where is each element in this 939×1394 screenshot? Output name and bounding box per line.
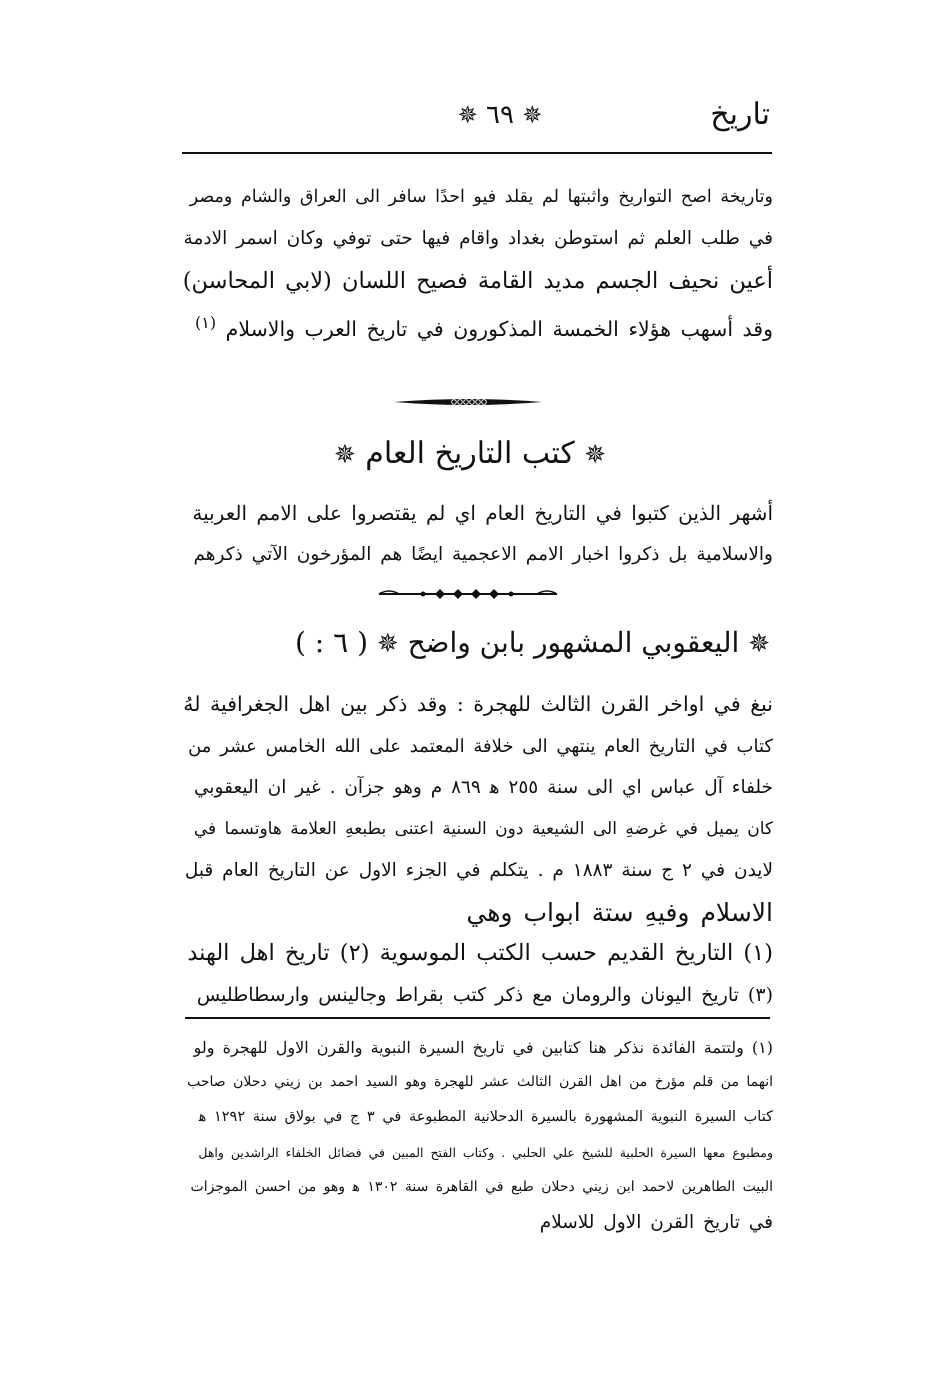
- footnote-line: في تاريخ القرن الاول للاسلام: [539, 1212, 773, 1233]
- footnote: [183, 1030, 773, 1240]
- text-line: أشهر الذين كتبوا في التاريخ العام اي لم يقتصروا على الامم العربية: [192, 501, 773, 525]
- ornament-star-icon: ✵: [457, 101, 478, 129]
- ornamental-divider-icon: [392, 396, 544, 408]
- footnote-line: ومطبوع معها السيرة الحلبية للشيخ علي الحلبي . وكتاب الفتح المبين في فضائل الخلفاء الراشدين واهل: [198, 1145, 773, 1160]
- section-heading-general-history: [300, 432, 640, 477]
- section-heading-yaqubi: [294, 620, 770, 667]
- page-number: ٦٩: [486, 100, 514, 130]
- ornament-star-icon: ✵: [376, 629, 399, 659]
- text-line: الاسلام وفيهِ ستة ابواب وهي: [466, 897, 773, 927]
- header-rule: [182, 152, 772, 154]
- footnote-line: البيت الطاهرين لاحمد ابن زيني دحلان طبع في القاهرة سنة ١٣٠٢ ﻫ وهو من احسن الموجزات: [190, 1179, 773, 1195]
- paragraph-intro: [183, 176, 773, 350]
- footnote-line: انهما من قلم مؤرخ من اهل القرن الثالث عشر للهجرة وهو السيد احمد بن زيني دحلان صاحب: [187, 1074, 773, 1090]
- text-line: أعين نحيف الجسم مديد القامة فصيح اللسان (لابي المحاسن): [182, 268, 773, 294]
- ornament-star-icon: ✵: [522, 101, 543, 129]
- text-line: كتاب في التاريخ العام ينتهي الى خلافة المعتمد على الله الخامس عشر من: [188, 735, 773, 757]
- text-line: نبغ في اواخر القرن الثالث للهجرة : وقد ذكر بين اهل الجغرافية لهُ: [183, 692, 773, 716]
- section-number: ( ٦ : ): [294, 626, 368, 659]
- footnote-line: (١) ولتتمة الفائدة نذكر هنا كتابين في تاريخ السيرة النبوية والقرن الاول للهجرة ولو: [193, 1038, 773, 1057]
- page-number-block: [440, 92, 560, 138]
- ornamental-flourish-icon: [375, 586, 561, 602]
- list-item: (١) التاريخ القديم حسب الكتب الموسوية (٢) تاريخ اهل الهند: [187, 940, 773, 966]
- ornament-star-icon: ✵: [333, 440, 356, 470]
- text-line: كان يميل في غرضهِ الى الشيعية دون السنية اعتنى بطبعهِ العلامة هاوتسما في: [193, 818, 773, 839]
- footnote-line: كتاب السيرة النبوية المشهورة بالسيرة الدحلانية المطبوعة في ٣ ج في بولاق سنة ١٢٩٢ ﻫ: [198, 1109, 773, 1125]
- footnote-ref: (١): [195, 313, 217, 332]
- text-line-with-note: [183, 302, 773, 350]
- ornament-star-icon: ✵: [584, 440, 607, 470]
- text-line: وقد أسهب هؤلاء الخمسة المذكورون في تاريخ العرب والاسلام: [225, 316, 773, 341]
- list-item: (٣) تاريخ اليونان والرومان مع ذكر كتب بقراط وجالينس وارسطاطليس: [196, 983, 773, 1006]
- running-title: تاريخ: [710, 97, 770, 132]
- heading-text: اليعقوبي المشهور بابن واضح: [407, 626, 740, 659]
- text-line: لايدن في ٢ ج سنة ١٨٨٣ م . يتكلم في الجزء الاول عن التاريخ العام قبل: [184, 860, 773, 881]
- text-line: وتاريخة اصح التواريخ واثبتها لم يقلد فيو احدًا سافر الى العراق والشام ومصر: [189, 187, 773, 207]
- paragraph-general-history: [183, 492, 773, 576]
- paragraph-yaqubi: [183, 684, 773, 1016]
- page-header: [180, 92, 770, 138]
- ornament-star-icon: ✵: [748, 629, 770, 659]
- text-line: خلفاء آل عباس اي الى سنة ٢٥٥ ﻫ ٨٦٩ م وهو جزآن . غير ان اليعقوبي: [193, 777, 773, 798]
- text-line: والاسلامية بل ذكروا اخبار الامم الاعجمية ايضًا هم المؤرخون الآتي ذكرهم: [193, 544, 773, 565]
- footnote-rule: [185, 1017, 770, 1019]
- heading-text: كتب التاريخ العام: [365, 436, 575, 471]
- text-line: في طلب العلم ثم استوطن بغداد واقام فيها حتى توفي وكان اسمر الادمة: [183, 228, 773, 249]
